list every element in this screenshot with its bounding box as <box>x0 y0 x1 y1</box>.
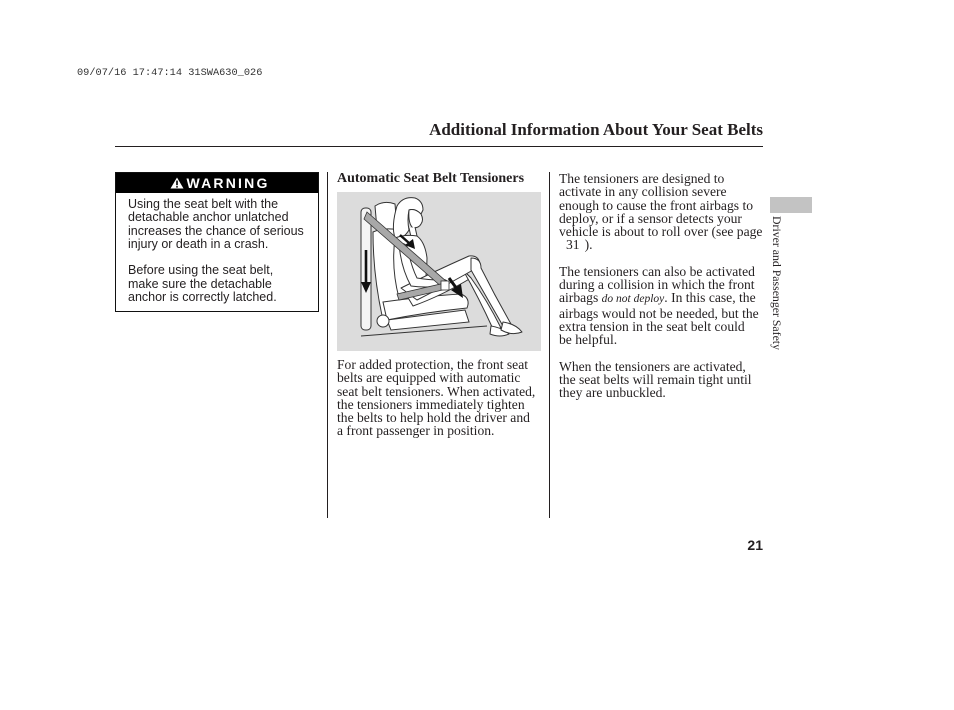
warning-box <box>115 172 319 312</box>
warning-header <box>116 173 318 193</box>
details-paragraph <box>559 172 762 252</box>
body-line: the belts to help hold the driver and <box>337 410 530 425</box>
warning-line: Before using the seat belt, <box>128 263 274 278</box>
seat-belt-tensioner-figure <box>337 192 541 351</box>
warning-paragraph <box>128 198 304 251</box>
section-tab-label: Driver and Passenger Safety <box>770 216 784 350</box>
details-paragraph <box>559 360 762 400</box>
tensioner-description <box>337 358 535 438</box>
warning-line: make sure the detachable <box>128 276 272 291</box>
column-divider <box>549 172 550 518</box>
body-line <box>559 238 762 251</box>
body-line: seat belt tensioners. When activated, <box>337 383 536 399</box>
section-tab-marker <box>770 197 812 213</box>
body-line: belts are equipped with automatic <box>337 370 521 386</box>
body-line: be helpful. <box>559 332 618 347</box>
text-segment: . In this case, the <box>664 290 756 306</box>
body-line: a front passenger in position. <box>337 423 495 439</box>
warning-paragraph <box>128 264 304 304</box>
seat-belt-illustration <box>337 192 541 351</box>
print-timestamp: 09/07/16 17:47:14 31SWA630_026 <box>77 67 263 79</box>
body-line: vehicle is about to roll over (see page <box>559 224 763 239</box>
text-segment: airbags <box>559 290 602 306</box>
page-reference[interactable]: 31 <box>566 237 580 253</box>
page-title: Additional Information About Your Seat Belts <box>429 120 763 139</box>
body-line: they are unbuckled. <box>559 385 666 400</box>
page-number: 21 <box>747 537 763 553</box>
body-line: airbags would not be needed, but the <box>559 305 759 321</box>
warning-triangle-icon <box>170 177 184 189</box>
section-heading: Automatic Seat Belt Tensioners <box>337 171 525 186</box>
title-rule <box>115 146 763 147</box>
body-line: the tensioners immediately tighten <box>337 396 525 412</box>
body-line: When the tensioners are activated, <box>559 358 746 374</box>
body-line: The tensioners are designed to <box>559 171 725 186</box>
column-divider <box>327 172 328 518</box>
body-line: enough to cause the front airbags to <box>559 197 754 213</box>
reference-tail: ). <box>584 237 593 253</box>
tensioner-details <box>559 172 762 399</box>
body-line: during a collision in which the front <box>559 277 755 292</box>
warning-line: detachable anchor unlatched <box>128 210 289 225</box>
emphasis-text: do not deploy <box>601 293 665 306</box>
details-paragraph <box>559 265 762 347</box>
warning-line: anchor is correctly latched. <box>128 289 277 304</box>
body-line: extra tension in the seat belt could <box>559 318 745 334</box>
body-line: For added protection, the front seat <box>337 357 529 372</box>
body-line: The tensioners can also be activated <box>559 263 755 279</box>
warning-text <box>128 198 304 304</box>
body-line <box>559 291 762 306</box>
body-line: deploy, or if a sensor detects your <box>559 210 742 226</box>
warning-line: Using the seat belt with the <box>128 197 279 211</box>
body-line: activate in any collision severe <box>559 184 727 200</box>
warning-line: injury or death in a crash. <box>128 236 269 251</box>
warning-line: increases the chance of serious <box>128 223 304 238</box>
body-line: the seat belts will remain tight until <box>559 371 752 387</box>
warning-label: WARNING <box>186 175 270 191</box>
